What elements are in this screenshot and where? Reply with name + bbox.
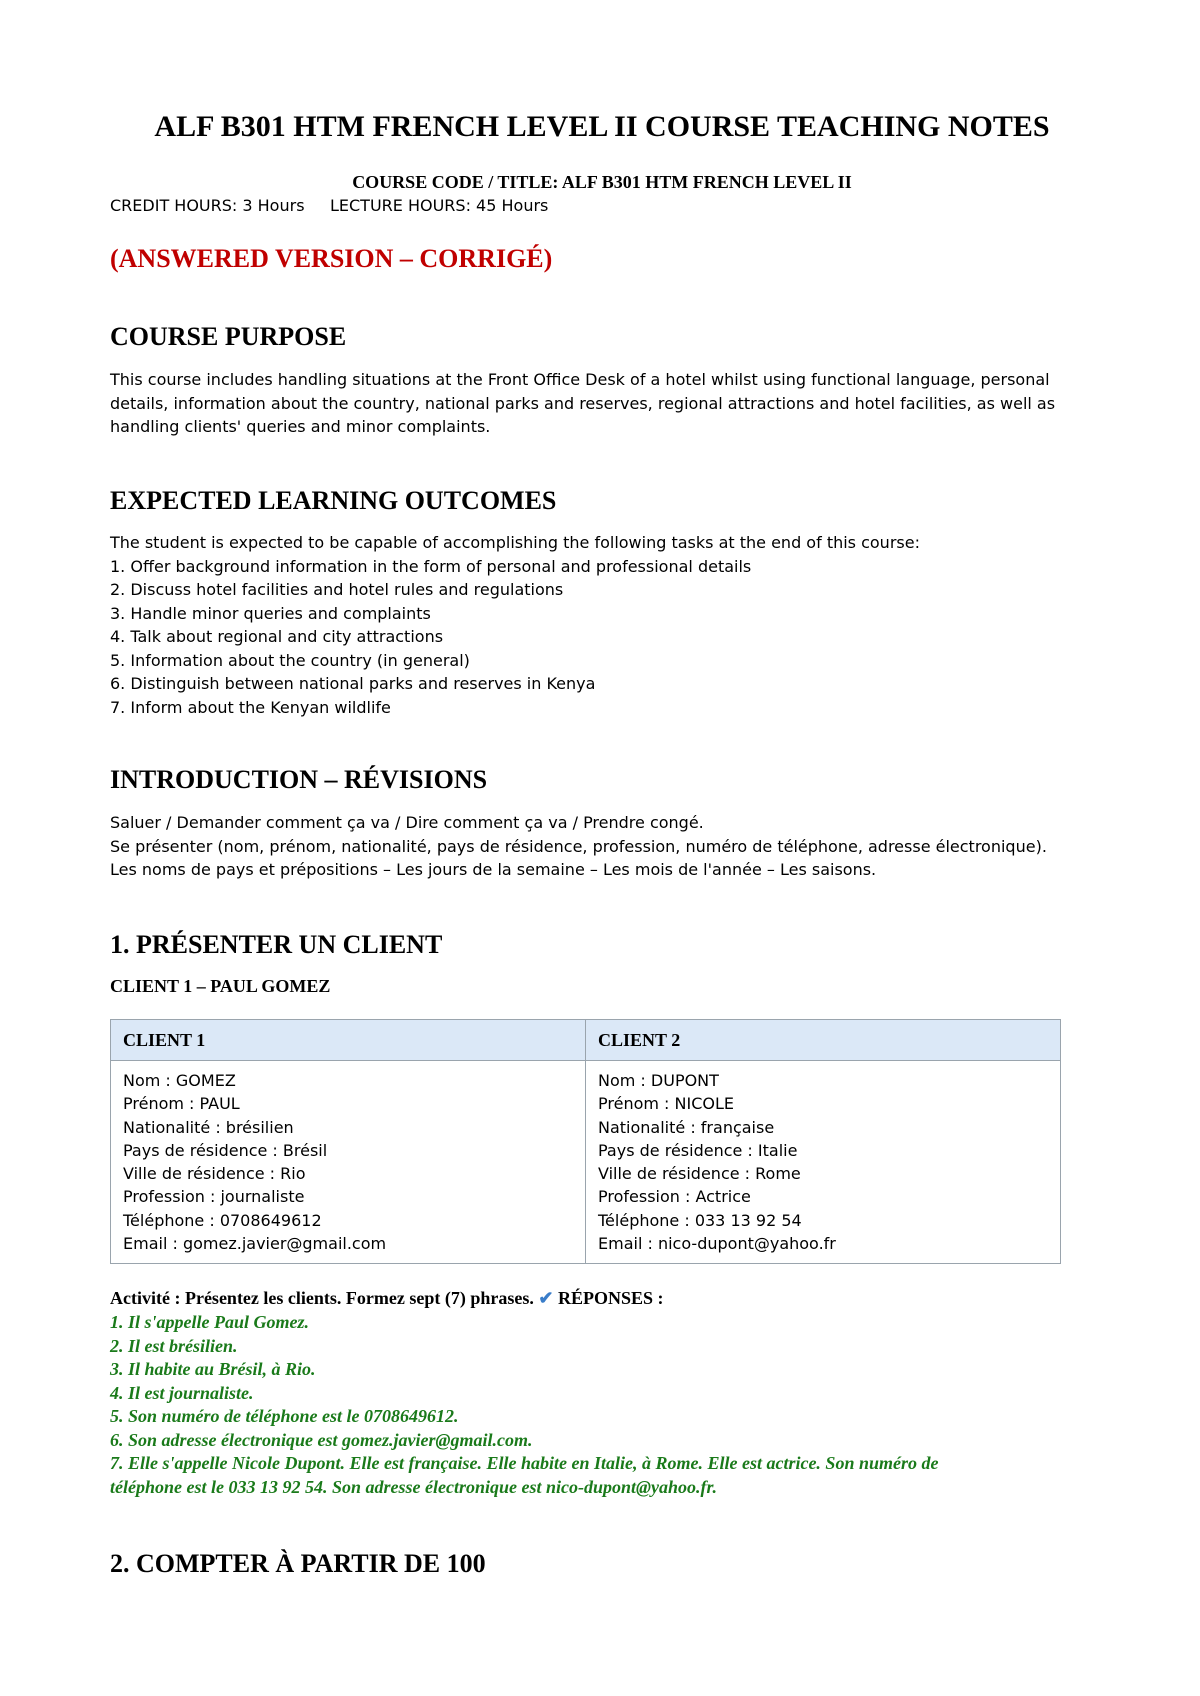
answer-line: 5. Son numéro de téléphone est le 0708649612. [110, 1406, 459, 1426]
client1-field: Profession : journaliste [123, 1187, 305, 1207]
course-purpose-line: details, information about the country, national parks and reserves, regional attractions and hotel facilities, as well as [110, 393, 1056, 413]
introduction-line: Les noms de pays et prépositions – Les jours de la semaine – Les mois de l'année – Les saisons. [110, 860, 877, 879]
course-purpose-line: This course includes handling situations at the Front Office Desk of a hotel whilst using functional language, personal [110, 370, 1050, 389]
document-title: ALF B301 HTM FRENCH LEVEL II COURSE TEACHING NOTES [154, 110, 1050, 143]
answer-line: 7. Elle s'appelle Nicole Dupont. Elle est française. Elle habite en Italie, à Rome. Elle est actrice. Son numéro de [110, 1453, 939, 1473]
course-purpose-text [110, 368, 1070, 439]
client1-field: Email : gomez.javier@gmail.com [123, 1234, 387, 1254]
answers-list [110, 1311, 1070, 1499]
credit-hours: CREDIT HOURS: 3 Hours [110, 196, 305, 215]
lecture-hours: LECTURE HOURS: 45 Hours [329, 196, 549, 215]
outcome-item: 7. Inform about the Kenyan wildlife [110, 697, 391, 717]
course-code-line: COURSE CODE / TITLE: ALF B301 HTM FRENCH LEVEL II [352, 172, 852, 192]
client2-field: Prénom : NICOLE [598, 1094, 734, 1114]
outcomes-intro: The student is expected to be capable of accomplishing the following tasks at the end of this course: [110, 533, 920, 552]
introduction-heading: INTRODUCTION – RÉVISIONS [110, 765, 488, 794]
client2-field: Téléphone : 033 13 92 54 [598, 1210, 802, 1230]
answer-line: téléphone est le 033 13 92 54. Son adresse électronique est nico-dupont@yahoo.fr. [110, 1476, 717, 1497]
answer-line: 2. Il est brésilien. [110, 1335, 238, 1356]
answer-line: 1. Il s'appelle Paul Gomez. [110, 1312, 309, 1332]
answered-version-label: (ANSWERED VERSION – CORRIGÉ) [110, 244, 553, 273]
client2-field: Pays de résidence : Italie [598, 1140, 798, 1160]
section1-subheading: CLIENT 1 – PAUL GOMEZ [110, 976, 331, 996]
clients-table [110, 1019, 1061, 1264]
client2-field: Ville de résidence : Rome [598, 1164, 801, 1184]
outcome-item: 3. Handle minor queries and complaints [110, 603, 431, 623]
client2-field: Email : nico-dupont@yahoo.fr [598, 1234, 836, 1254]
section1-heading: 1. PRÉSENTER UN CLIENT [110, 930, 443, 959]
client1-header: CLIENT 1 [111, 1020, 586, 1061]
client1-details [111, 1061, 586, 1264]
section2-heading: 2. COMPTER À PARTIR DE 100 [110, 1549, 486, 1578]
clients-table-header-row [111, 1020, 1061, 1061]
introduction-line: Se présenter (nom, prénom, nationalité, pays de résidence, profession, numéro de téléphone, adresse électronique). [110, 836, 1047, 856]
check-icon: ✔ [538, 1288, 554, 1308]
clients-table-row [111, 1061, 1061, 1264]
client1-field: Prénom : PAUL [123, 1094, 240, 1114]
client1-field: Nationalité : brésilien [123, 1117, 294, 1137]
outcomes-heading: EXPECTED LEARNING OUTCOMES [110, 486, 557, 515]
client2-field: Nationalité : française [598, 1117, 775, 1137]
client2-header: CLIENT 2 [586, 1020, 1061, 1061]
activity-instruction [110, 1288, 663, 1309]
outcome-item: 6. Distinguish between national parks and reserves in Kenya [110, 674, 596, 693]
activity-text: Activité : Présentez les clients. Formez sept (7) phrases. [110, 1288, 534, 1308]
hours-line [110, 196, 548, 215]
introduction-line: Saluer / Demander comment ça va / Dire comment ça va / Prendre congé. [110, 813, 704, 832]
outcome-item: 4. Talk about regional and city attractions [110, 627, 444, 646]
answer-line: 6. Son adresse électronique est gomez.javier@gmail.com. [110, 1429, 533, 1450]
course-purpose-heading: COURSE PURPOSE [110, 322, 347, 351]
outcome-item: 1. Offer background information in the form of personal and professional details [110, 556, 752, 576]
client1-field: Nom : GOMEZ [123, 1071, 236, 1090]
client1-field: Pays de résidence : Brésil [123, 1140, 328, 1160]
outcome-item: 5. Information about the country (in general) [110, 650, 470, 670]
outcomes-list [110, 531, 1070, 719]
client1-field: Téléphone : 0708649612 [123, 1210, 322, 1230]
answer-line: 3. Il habite au Brésil, à Rio. [110, 1359, 316, 1379]
client1-field: Ville de résidence : Rio [123, 1164, 306, 1184]
client2-field: Profession : Actrice [598, 1187, 751, 1207]
client2-details [586, 1061, 1061, 1264]
outcome-item: 2. Discuss hotel facilities and hotel rules and regulations [110, 580, 564, 599]
answer-line: 4. Il est journaliste. [110, 1382, 254, 1403]
client2-field: Nom : DUPONT [598, 1071, 719, 1090]
introduction-text [110, 811, 1070, 882]
course-purpose-line: handling clients' queries and minor complaints. [110, 417, 491, 436]
answers-label: RÉPONSES : [557, 1288, 664, 1308]
